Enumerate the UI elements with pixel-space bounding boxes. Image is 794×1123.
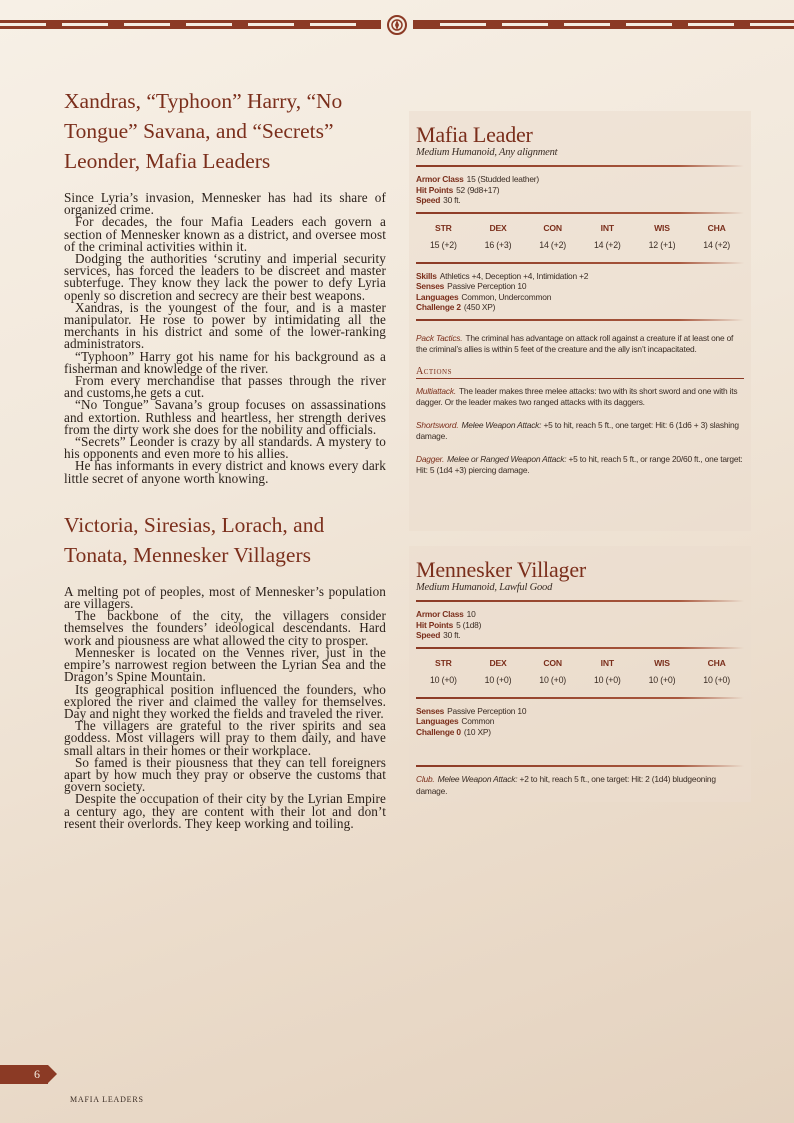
paragraph: From every merchandise that passes through the river and customs,he gets a cut. [64,373,386,401]
ability-score: 10 (+0) [484,674,512,685]
paragraph: “Secrets” Leonder is crazy by all standards. A mystery to his opponents and even more to his allies. [64,434,386,462]
divider [416,262,744,264]
paragraph: Xandras, is the youngest of the four, and is a master manipulator. He rose to power by intimidating all the merchants in his district and some of the lower-ranking administrators. [64,299,386,352]
paragraph: He has informants in every district and knows every dark little secret of anyone worth knowing. [64,458,386,486]
paragraph: Since Lyria’s invasion, Mennesker has had its share of organized crime. [64,190,386,218]
hit-points: Hit Points 5 (1d8) [416,619,482,630]
statblock-name: Mafia Leader [416,122,533,147]
paragraph: Its geographical position influenced the founders, who explored the river and claimed the valley for themselves. Day and night they worked the fields and traveled the river. [64,681,386,721]
senses: Senses Passive Perception 10 [416,281,527,291]
emblem-icon [386,14,408,36]
divider [416,600,744,602]
ability-score: 15 (+2) [429,239,457,250]
running-footer: MAFIA LEADERS [70,1095,144,1104]
ability-header: WIS [654,222,670,233]
ability-header: STR [435,657,452,668]
paragraph: For decades, the four Mafia Leaders each govern a section of Mennesker known as a district, and oversee most of the criminal activities within it. [64,214,386,254]
divider [416,647,744,649]
paragraph: A melting pot of peoples, most of Mennesker’s population are villagers. [64,583,386,612]
page-number: 6 [0,1065,48,1084]
ability-header: STR [435,222,452,233]
ability-scores [416,222,744,256]
ability-score: 16 (+3) [484,239,512,250]
divider [416,697,744,699]
actions-header: Actions [416,366,744,379]
languages: Languages Common, Undercommon [416,291,552,302]
ability-header: INT [600,222,614,233]
ability-score: 14 (+2) [703,239,730,250]
speed: Speed 30 ft. [416,630,461,640]
ability-scores [416,657,744,691]
ability-header: WIS [654,657,670,668]
senses: Senses Passive Perception 10 [416,705,527,716]
main-text-column [64,86,386,830]
ability-score: 10 (+0) [703,674,730,685]
ability-header: CHA [707,222,726,233]
paragraph: “No Tongue” Savana’s group focuses on assassinations and extortion. Ruthless and heartless, her strength derives from the dirty work she does for the nobility and officials. [64,397,386,437]
top-border [0,14,794,36]
armor-class: Armor Class 10 [416,609,476,619]
ability-score: 10 (+0) [429,674,457,685]
ability-header: INT [600,657,614,668]
paragraph: The villagers are grateful to the river spirits and sea goddess. Most villagers will pray to them daily, and have small altars in their homes or their workplace. [64,718,386,758]
paragraph: Despite the occupation of their city by the Lyrian Empire a century ago, they are content with their lot and don’t resent their overlords. They keep working and toiling. [64,791,386,831]
divider [416,319,744,321]
statblock-name: Mennesker Villager [416,557,587,582]
paragraph: The backbone of the city, the villagers consider themselves the founders’ ideological descendants. Hard work and piousness are what allowed the city to prosper. [64,608,386,648]
divider [416,212,744,214]
hit-points: Hit Points 52 (9d8+17) [416,184,500,195]
paragraph: “Typhoon” Harry got his name for his background as a fisherman and knowledge of the river. [64,348,386,376]
ability-header: DEX [489,657,507,668]
armor-class: Armor Class 15 (Studded leather) [416,174,539,184]
speed: Speed 30 ft. [416,195,461,205]
action-multiattack: Multiattack. The leader makes three melee attacks: two with its short sword and one with its dagger. Or the leader makes two ranged attacks with its daggers. [416,385,738,407]
statblock-mafia-leader [409,111,751,531]
statblock-type: Medium Humanoid, Any alignment [416,147,558,158]
ability-header: CON [543,657,562,668]
paragraph: Mennesker is located on the Vennes river, just in the empire’s narrowest region between the Lyrian Sea and the Dragon’s Spine Mountain. [64,644,386,685]
divider [416,165,744,167]
section-title-villagers: Victoria, Siresias, Lorach, and Tonata, Mennesker Villagers [64,512,325,567]
ability-header: DEX [489,222,507,233]
skills: Skills Athletics +4, Deception +4, Intimidation +2 [416,270,589,281]
paragraph: So famed is their piousness that they can tell foreigners apart by how much they pray or observe the customs that govern society. [64,754,386,795]
ability-score: 10 (+0) [593,674,621,685]
ability-score: 14 (+2) [539,239,566,250]
statblock-type: Medium Humanoid, Lawful Good [416,582,553,593]
ability-score: 10 (+0) [539,674,566,685]
languages: Languages Common [416,716,495,726]
ability-score: 14 (+2) [593,239,621,250]
paragraph: Dodging the authorities ‘scrutiny and imperial security services, has forced the leaders to be discreet and master subterfuge. They know they lack the power to defy Lyria openly so discretion and secrecy are their best weapons. [64,251,386,303]
statblock-mennesker-villager [409,546,751,802]
challenge: Challenge 0 (10 XP) [416,726,491,737]
challenge: Challenge 2 (450 XP) [416,302,496,312]
ability-score: 12 (+1) [648,239,676,250]
trait-pack-tactics: Pack Tactics. The criminal has advantage on attack roll against a creature if at least one of the criminal’s allies is within 5 feet of the creature and the ally isn’t incapacitated. [416,332,734,354]
action-club: Club. Melee Weapon Attack: +2 to hit, reach 5 ft., one target: Hit: 2 (1d4) bludgeoning damage. [416,774,716,796]
ability-header: CHA [707,657,726,668]
action-shortsword: Shortsword. Melee Weapon Attack: +5 to hit, reach 5 ft., one target: Hit: 6 (1d6 + 3) slashing damage. [416,419,739,441]
section-title-mafia-leaders: Xandras, “Typhoon” Harry, “No Tongue” Savana, and “Secrets” Leonder, Mafia Leaders [64,89,343,173]
ability-score: 10 (+0) [648,674,676,685]
action-dagger: Dagger. Melee or Ranged Weapon Attack: +5 to hit, reach 5 ft., or range 20/60 ft., one target: Hit: 5 (1d4 +3) piercing damage. [416,453,743,475]
ability-header: CON [543,222,562,233]
divider [416,765,744,767]
